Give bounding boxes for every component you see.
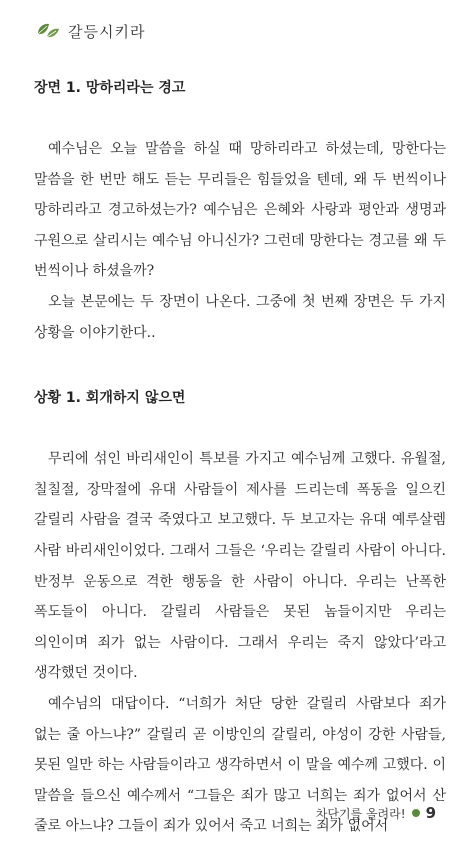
body-paragraph: 예수님은 오늘 말씀을 하실 때 망하리라고 하셨는데, 망한다는 말씀을 한 번만 해도 듣는 무리들은 힘들었을 텐데, 왜 두 번씩이나 망하리라고 경고하셨는가? 예수님은 은혜와 사랑과 평안과 생명과 구원으로 살리시는 예수님 아니신가? 그런데 망한다는 경고를 왜 두 번씩이나 하셨을까? <box>34 141 446 280</box>
chapter-title: 갈등시키라 <box>68 22 146 41</box>
page-number: 9 <box>425 804 436 822</box>
section-heading: 상황 1. 회개하지 않으면 <box>34 390 186 407</box>
body-paragraph: 오늘 본문에는 두 장면이 나온다. 그중에 첫 번째 장면은 두 가지 상황을 이야기한다.. <box>34 293 446 341</box>
book-title: 차단기를 올려라! <box>315 806 406 821</box>
leaf-icon <box>34 20 62 42</box>
page-footer <box>316 804 436 822</box>
body-paragraph: 무리에 섞인 바리새인이 특보를 가지고 예수님께 고했다. 유월절, 칠칠절, 장막절에 유대 사람들이 제사를 드리는데 폭동을 일으킨 갈릴리 사람을 결국 죽였다고 보고했다. 두 보고자는 유대 예루살렘 사람 바리새인이었다. 그래서 그들은 ‘우리는 갈릴리 사람이 아니다. 반정부 운동으로 격한 행동을 한 사람이 아니다. 우리는 난폭한 폭도들이 아니다. 갈릴리 사람들은 못된 놈들이지만 우리는 의인이며 죄가 없는 사람이다. 그래서 우리는 죽지 않았다’라고 생각했던 것이다. <box>34 451 446 682</box>
body-paragraph: 예수님의 대답이다. “너희가 처단 당한 갈릴리 사람보다 죄가 없는 줄 아느냐?” 갈릴리 곧 이방인의 갈릴리, 야성이 강한 사람들, 못된 일만 하는 사람들이라고 생각하면서 이 말을 예수께 고했다. 이 말씀을 들으신 예수께서 “그들은 죄가 많고 너희는 죄가 없어서 산 줄로 아느냐? 그들이 죄가 있어서 죽고 너희는 죄가 없어서 <box>34 695 446 835</box>
page-header <box>34 20 145 42</box>
bullet-icon <box>412 809 420 817</box>
section-heading: 장면 1. 망하리라는 경고 <box>34 80 186 96</box>
page-content <box>34 74 446 842</box>
